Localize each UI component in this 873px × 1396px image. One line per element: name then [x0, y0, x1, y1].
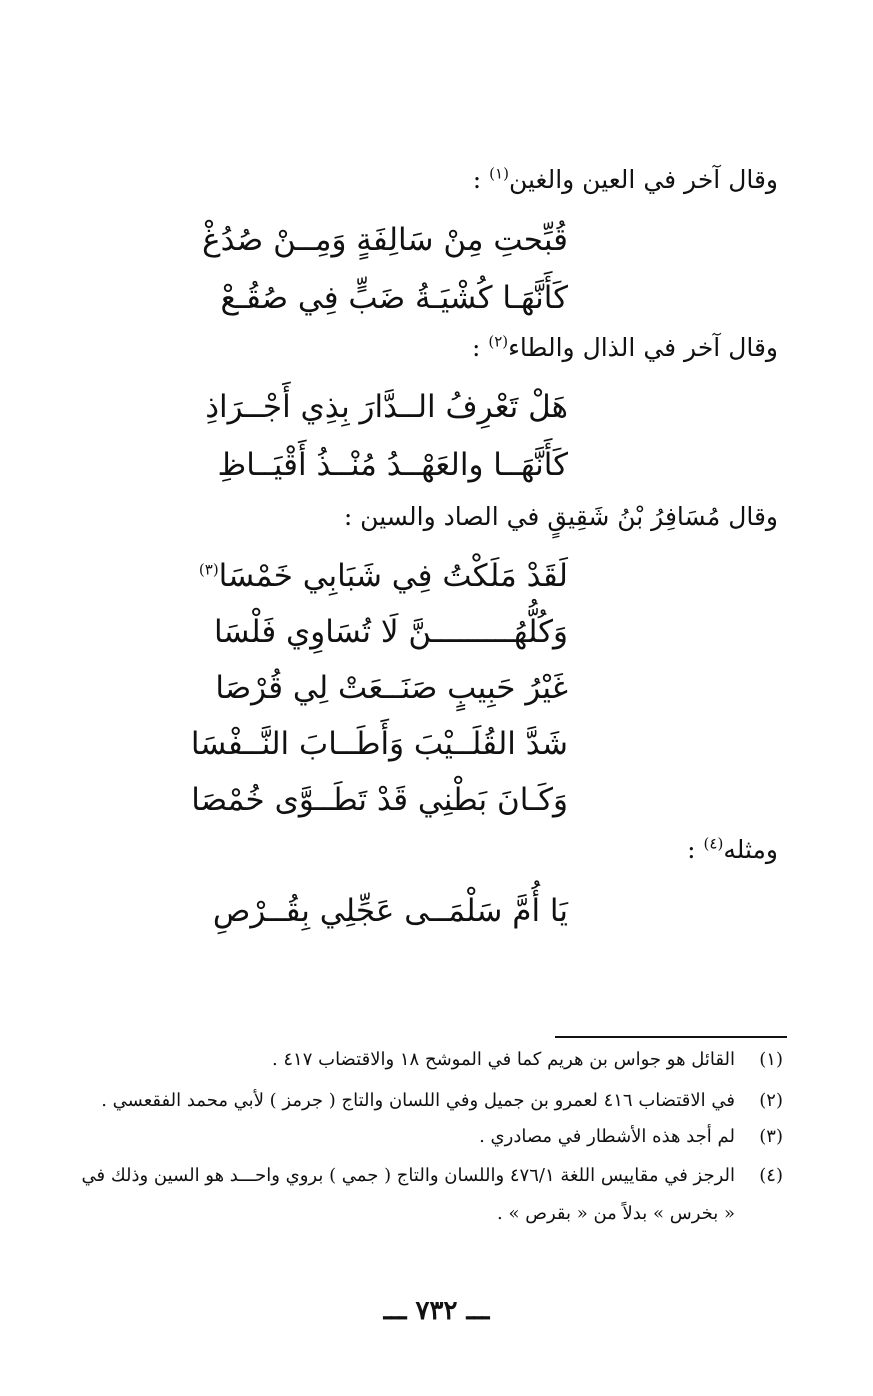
verse-text: لَقَدْ مَلَكْتُ فِي شَبَابِي خَمْسَا	[218, 558, 568, 594]
intro-line-1	[473, 165, 778, 194]
footnote-ref: (٣)	[198, 560, 219, 579]
verse-line-2: كَأَنَّهَـا كُشْيَـةُ ضَبٍّ فِي صُقُـعْ	[220, 280, 568, 316]
footnote-ref: (٤)	[703, 834, 724, 853]
footnote-number: (٤)	[759, 1165, 783, 1186]
footnote-text: في الاقتضاب ٤١٦ لعمرو بن جميل وفي اللسان والتاج ( جرمز ) لأبي محمد الفقعسي .	[101, 1090, 735, 1111]
footnote-1	[40, 1049, 783, 1070]
footnote-divider	[555, 1036, 787, 1038]
footnote-ref: (٢)	[488, 332, 509, 351]
footnote-4-continuation: « بخرس » بدلاً من « بقرص » .	[497, 1203, 735, 1224]
verse-line-3: هَلْ تَعْرِفُ الــدَّارَ بِذِي أَجْــرَاذِ	[205, 389, 568, 425]
intro-line-2	[472, 333, 778, 362]
footnote-text: الرجز في مقاييس اللغة ٤٧٦/١ واللسان والتاج ( جمي ) بروي واحـــد هو السين وذلك في	[81, 1165, 735, 1186]
verse-line-4: كَأَنَّهَــا والعَهْــدُ مُنْــذُ أَقْيَــاظِ	[217, 447, 568, 483]
footnote-number: (٢)	[759, 1090, 783, 1111]
intro-text: ومثله	[723, 835, 778, 864]
footnote-2	[40, 1090, 783, 1111]
intro-text: وقال آخر في الذال والطاء	[508, 333, 778, 362]
intro-line-3: وقال مُسَافِرُ بْنُ شَقِيقٍ في الصاد والسين :	[343, 502, 778, 531]
footnote-number: (١)	[759, 1049, 783, 1070]
intro-text: وقال آخر في العين والغين	[508, 165, 778, 194]
intro-line-4	[687, 835, 778, 864]
verse-line-6: وَكُلُّهُـــــــــنَّ لَا تُسَاوِي فَلْسَا	[213, 614, 568, 650]
intro-colon: :	[471, 333, 489, 362]
intro-colon: :	[472, 165, 490, 194]
footnote-text: لم أجد هذه الأشطار في مصادري .	[479, 1126, 735, 1147]
intro-colon: :	[687, 835, 704, 864]
verse-line-8: شَدَّ القُلَــيْبَ وَأَطَــابَ النَّــفْسَا	[190, 726, 568, 762]
footnote-ref: (١)	[489, 164, 509, 183]
page-number: ـــ ٧٣٢ ـــ	[383, 1296, 490, 1326]
verse-line-7: غَيْرُ حَبِيبٍ صَنَــعَتْ لِي قُرْصَا	[215, 670, 568, 706]
footnote-4	[40, 1165, 783, 1186]
footnote-3	[40, 1126, 783, 1147]
footnote-text: القائل هو جواس بن هريم كما في الموشح ١٨ والاقتضاب ٤١٧ .	[271, 1049, 735, 1070]
verse-line-1: قُبِّحتِ مِنْ سَالِفَةٍ وَمِــنْ صُدُغْ	[202, 222, 568, 258]
verse-line-9: وَكَـانَ بَطْنِي قَدْ تَطَــوَّى خُمْصَا	[191, 782, 568, 818]
verse-line-5	[199, 558, 568, 594]
verse-line-10: يَا أُمَّ سَلْمَــى عَجِّلِي بِقُــرْصِ	[212, 893, 568, 929]
footnote-number: (٣)	[759, 1126, 783, 1147]
